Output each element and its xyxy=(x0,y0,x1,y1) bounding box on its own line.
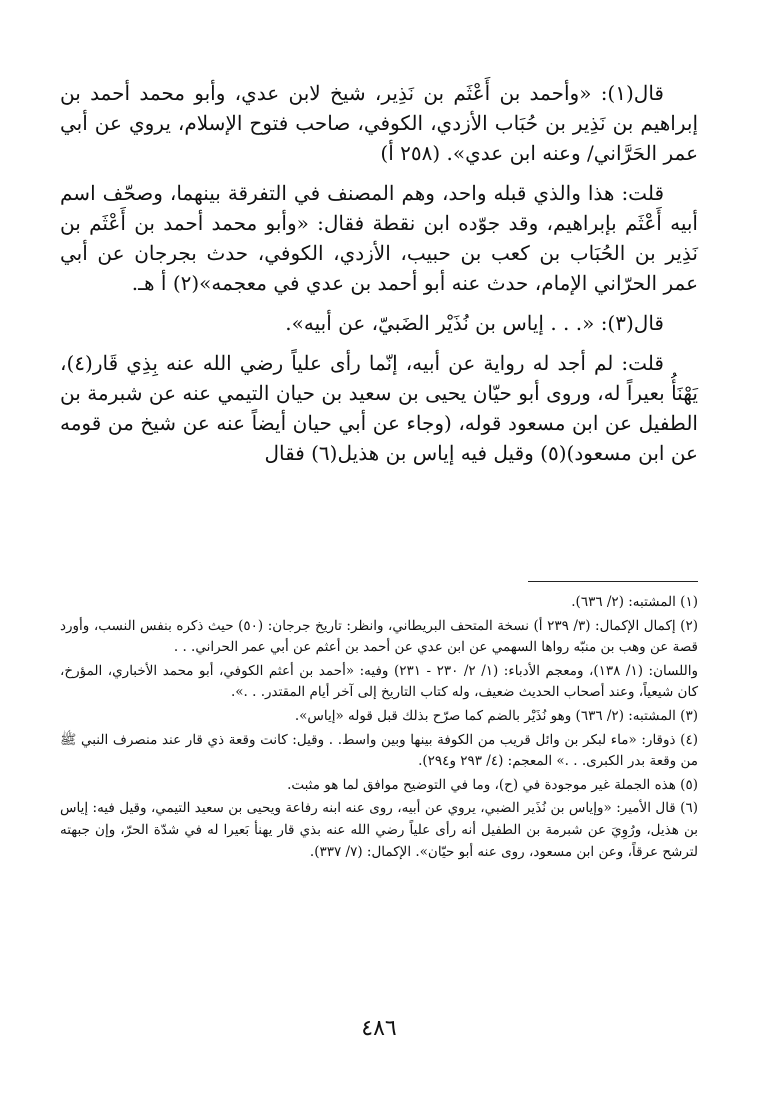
page-number: ٤٨٦ xyxy=(361,1016,397,1041)
footnote-5: (٥) هذه الجملة غير موجودة في (ح)، وما في التوضيح موافق لما هو مثبت. xyxy=(287,776,698,793)
footnotes xyxy=(60,592,698,865)
paragraph-1: قال(١): «وأحمد بن أَعْثَم بن نَذِير، شيخ لابن عدي، وأبو محمد أحمد بن إبراهيم بن نَذِير بن حُبَاب الأزدي، الكوفي، صاحب فتوح الإسلام، يروي عن أبي عمر الحَرَّاني/ وعنه ابن عدي». (٢٥٨ أ) xyxy=(60,81,698,165)
footnote-1: (١) المشتبه: (٢/ ٦٣٦). xyxy=(571,594,698,610)
paragraph-3: قال(٣): «. . . إياس بن نُذَيْر الضَبيّ، عن أبيه». xyxy=(285,311,664,335)
footnote-2-continued: واللسان: (١/ ١٣٨)، ومعجم الأدباء: (١/ ٢/ ٢٣٠ - ٢٣١) وفيه: «أحمد بن أعثم الكوفي، أبو محمد الأخباري، المؤرخ، كان شيعياً، وعند أصحاب الحديث ضعيف، وله كتاب التاريخ إلى آخر أيام المقتدر. . .». xyxy=(60,662,699,701)
main-text xyxy=(60,78,698,478)
footnote-separator xyxy=(528,581,698,582)
footnote-3: (٣) المشتبه: (٢/ ٦٣٦) وهو نُذَيْر بالضم كما صرّح بذلك قبل قوله «إياس». xyxy=(294,707,698,724)
paragraph-2: قلت: هذا والذي قبله واحد، وهم المصنف في التفرقة بينهما، وصحّف اسم أبيه أَعْثَم بإبراهيم، وقد جوّده ابن نقطة فقال: «وأبو محمد أحمد بن أَعْثَم بن نَذِير بن الحُبَاب بن كعب بن حبيب، الأزدي، الكوفي، حدث بجرجان عن أبي عمر الحرّاني الإمام، حدث عنه أبو أحمد بن عدي في معجمه»(٢) أ هـ. xyxy=(60,181,698,295)
paragraph-4: قلت: لم أجد له رواية عن أبيه، إنّما رأى علياً رضي الله عنه بِذِي قَار(٤)، يَهْنَأُ بعيراً له، وروى أبو حيّان يحيى بن سعيد بن حيان التيمي عنه عن شبرمة بن الطفيل عن ابن مسعود قوله، (وجاء عن أبي حيان أيضاً عنه عن شيخ من قومه عن ابن مسعود)(٥) وقيل فيه إياس بن هذيل(٦) فقال xyxy=(60,351,698,465)
footnote-2: (٢) إكمال الإكمال: (٣/ ٢٣٩ أ) نسخة المتحف البريطاني، وانظر: تاريخ جرجان: (٥٠) حيث ذكره بنفس النسب، وأورد قصة عن وهب بن منبّه رواها السهمي عن ابن عدي عن أحمد بن أعثم عن أبي عمر الحراني. . . xyxy=(60,617,698,656)
footnote-4: (٤) ذوقار: «ماء لبكر بن وائل قريب من الكوفة بينها وبين واسط. . وقيل: كانت وقعة ذي قار عند منصرف النبي ﷺ من وقعة بدر الكبرى. . .» المعجم: (٤/ ٢٩٣ و٢٩٤). xyxy=(60,731,698,770)
footnote-6: (٦) قال الأمير: «وإياس بن نُذَير الضبي، يروي عن أبيه، روى عنه ابنه رفاعة ويحيى بن سعيد التيمي، وقيل فيه: إياس بن هذيل، ورُوِيَ عن شبرمة بن الطفيل أنه رأى علياً رضي الله عنه بذي قار يهنأ بَعيرا له في شدّة الحرّ، وإن جبهته لترشح عرقاً، وعن ابن مسعود، روى عنه أبو حيّان». الإكمال: (٧/ ٣٣٧). xyxy=(60,800,698,860)
